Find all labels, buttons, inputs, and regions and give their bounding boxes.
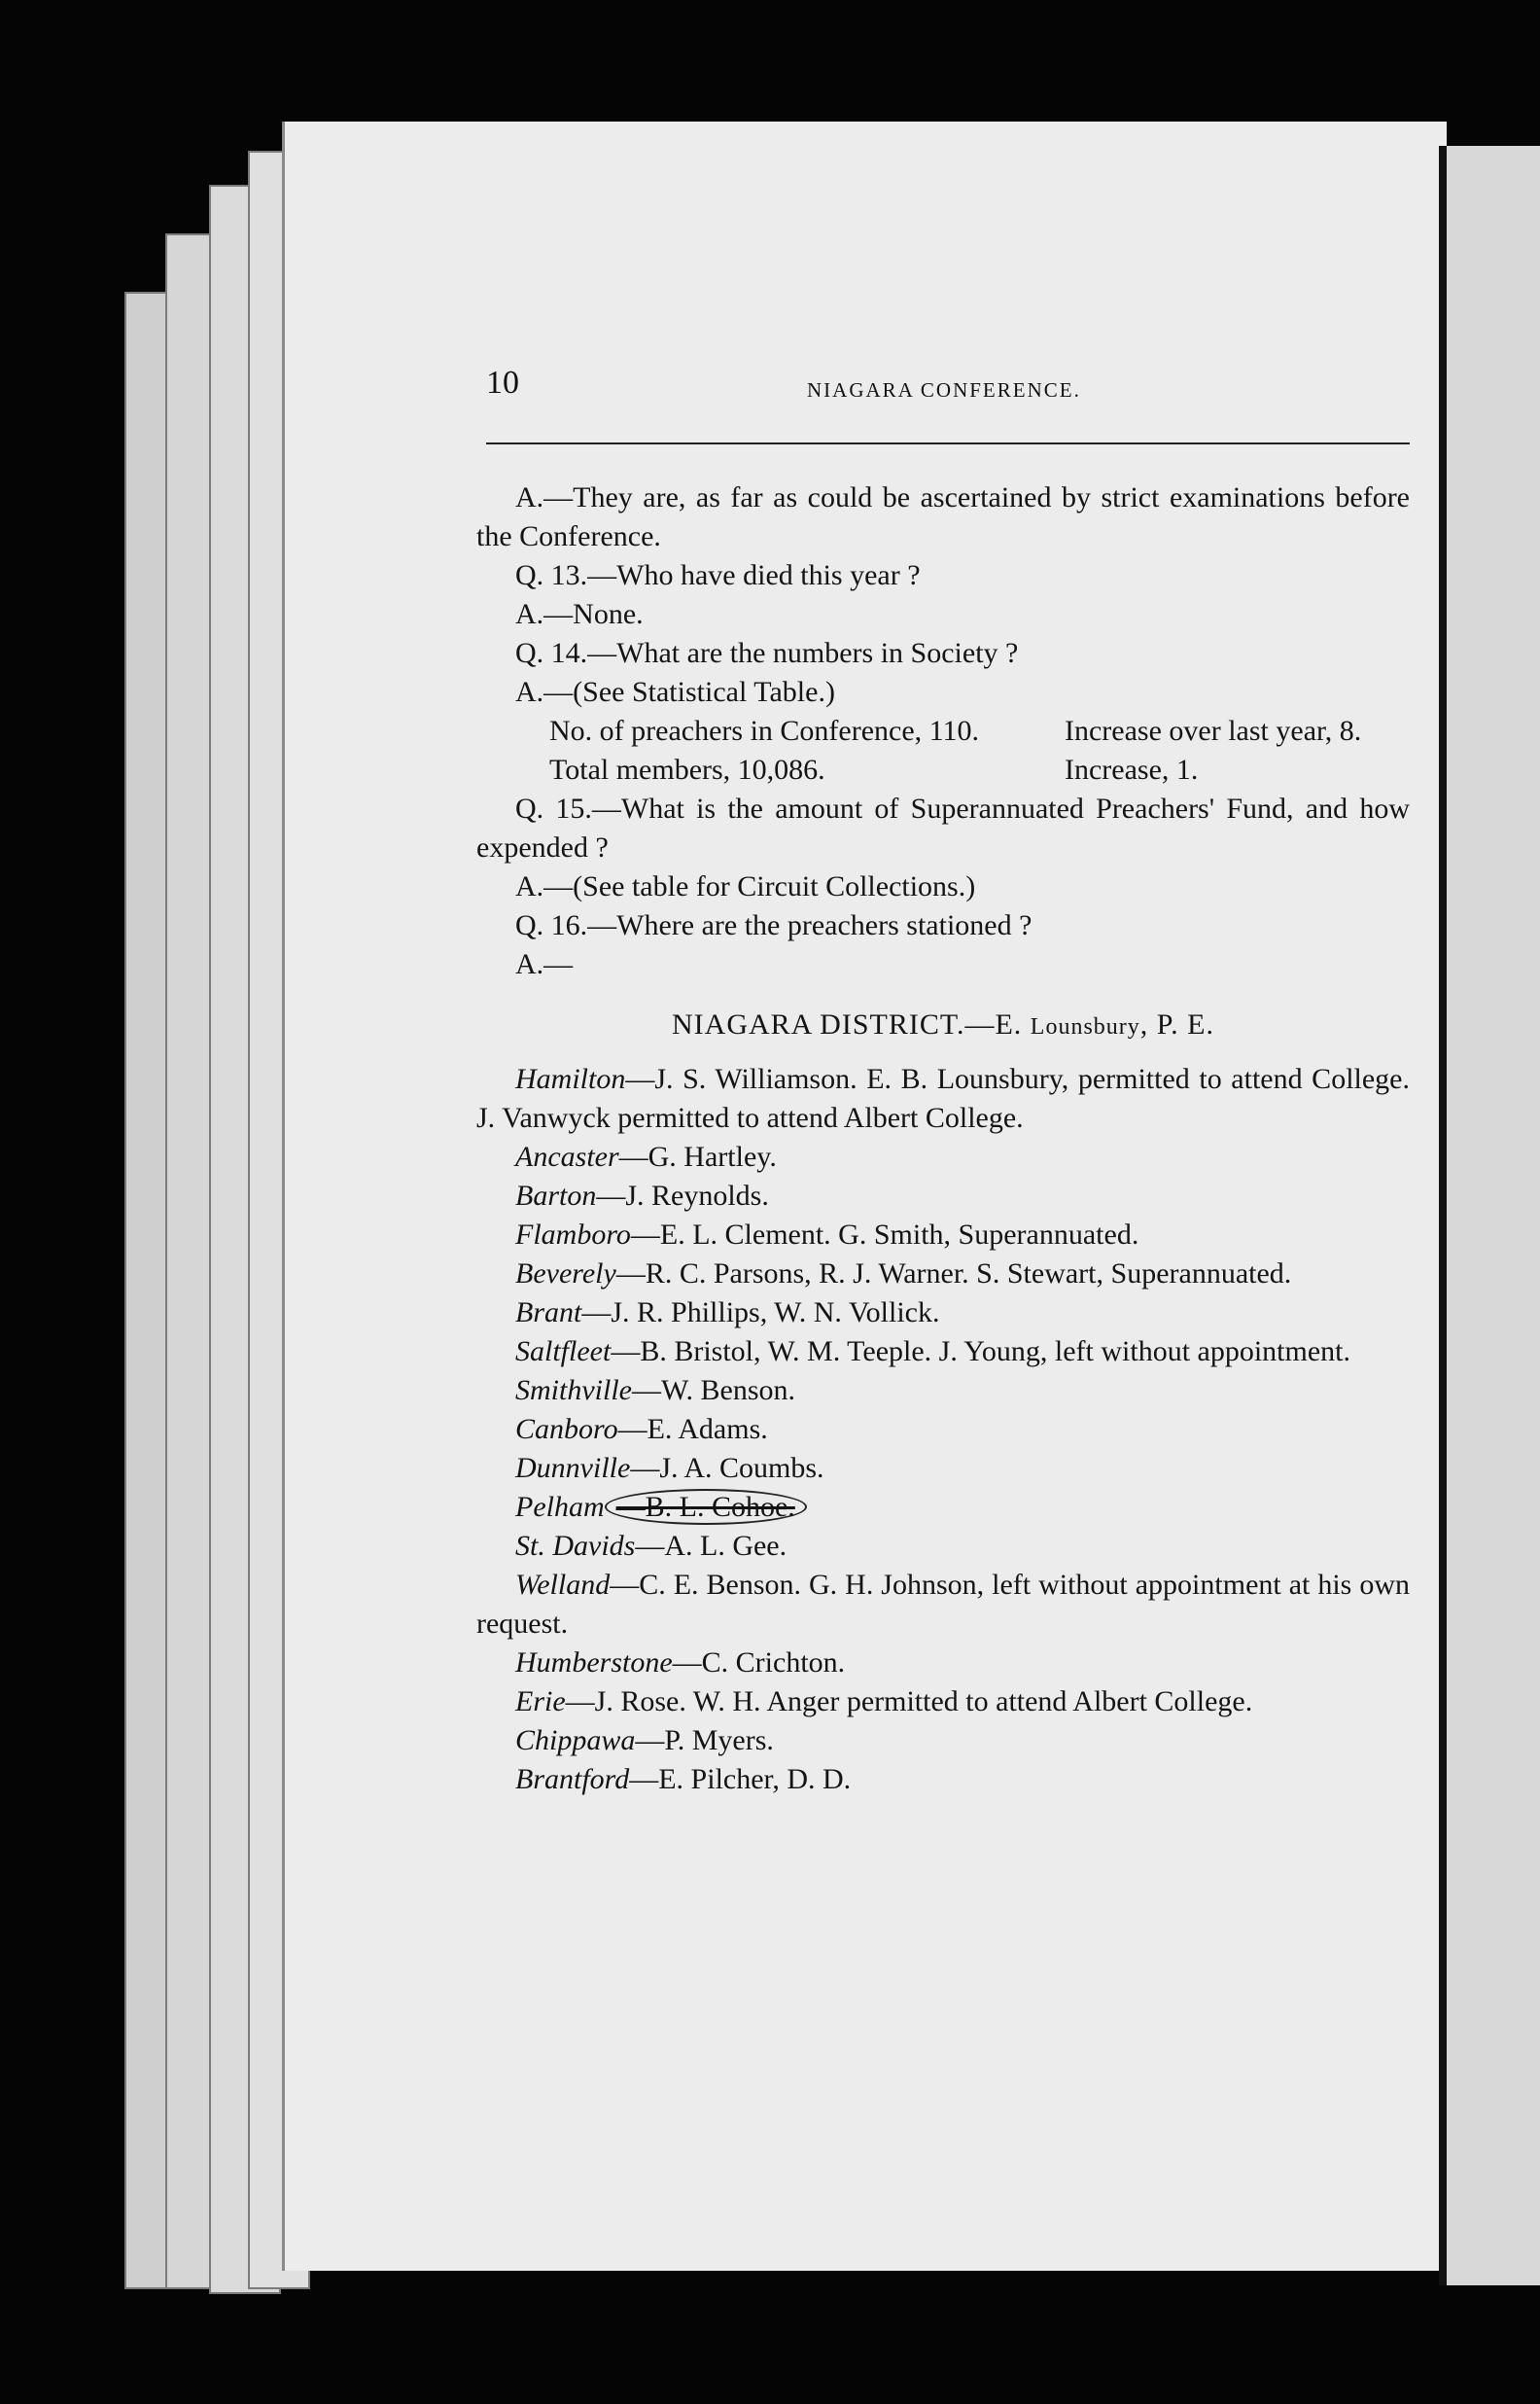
stat-row bbox=[549, 712, 1410, 751]
station-place: Brant bbox=[515, 1296, 582, 1328]
stat-row bbox=[549, 751, 1410, 790]
qa-line: A.— bbox=[515, 948, 574, 980]
station-text: —P. Myers. bbox=[635, 1724, 774, 1756]
station-text: —B. Bristol, W. M. Teeple. J. Young, left without appointment. bbox=[611, 1335, 1351, 1367]
station-text: —J. Rose. W. H. Anger permitted to attend Albert College. bbox=[565, 1685, 1253, 1717]
station-place: Barton bbox=[515, 1180, 597, 1212]
station-entry bbox=[476, 1332, 1410, 1371]
qa-line: Q. 13.—Who have died this year ? bbox=[515, 559, 921, 591]
station-place: Hamilton bbox=[515, 1063, 626, 1095]
station-entry bbox=[476, 1138, 1410, 1177]
qa-line: A.—None. bbox=[515, 598, 644, 630]
qa-line: A.—(See Statistical Table.) bbox=[515, 676, 835, 708]
station-entry bbox=[476, 1177, 1410, 1216]
station-place: Humberstone bbox=[515, 1646, 673, 1679]
qa-line: A.—They are, as far as could be ascertained by strict examinations before the Conference. bbox=[476, 481, 1410, 552]
station-entry bbox=[476, 1760, 1410, 1799]
station-place: Smithville bbox=[515, 1374, 632, 1406]
station-place: Chippawa bbox=[515, 1724, 636, 1756]
station-entry bbox=[476, 1371, 1410, 1410]
stat-members-increase: Increase, 1. bbox=[1065, 754, 1199, 786]
station-entry bbox=[476, 1682, 1410, 1721]
station-text: —E. Adams. bbox=[617, 1413, 768, 1445]
station-text: —C. E. Benson. G. H. Johnson, left without appointment at his own request. bbox=[476, 1569, 1410, 1640]
station-entry bbox=[476, 1566, 1410, 1644]
station-text: —E. L. Clement. G. Smith, Superannuated. bbox=[630, 1219, 1139, 1251]
header-rule bbox=[486, 442, 1410, 444]
station-place: Brantford bbox=[515, 1763, 630, 1795]
station-entry bbox=[476, 1488, 1410, 1527]
station-entry bbox=[476, 1410, 1410, 1449]
district-suffix: , P. E. bbox=[1139, 1008, 1214, 1041]
station-place: Beverely bbox=[515, 1257, 616, 1290]
district-title: NIAGARA DISTRICT.—E. bbox=[672, 1008, 1023, 1041]
station-place: Pelham bbox=[515, 1491, 605, 1523]
station-text: —J. S. Williamson. E. B. Lounsbury, permitted to attend College. J. Vanwyck permitted to attend Albert College. bbox=[476, 1063, 1410, 1134]
struck-name: —B. L. Cohoe. bbox=[605, 1489, 807, 1525]
station-text: —A. L. Gee. bbox=[635, 1530, 788, 1562]
stat-preachers-increase: Increase over last year, 8. bbox=[1065, 715, 1362, 747]
station-text: —G. Hartley. bbox=[618, 1141, 777, 1173]
qa-line: Q. 14.—What are the numbers in Society ? bbox=[515, 637, 1019, 669]
station-entry bbox=[476, 1293, 1410, 1332]
binding-line bbox=[1439, 146, 1447, 2285]
station-place: Flamboro bbox=[515, 1219, 631, 1251]
station-entry bbox=[476, 1060, 1410, 1138]
page-number: 10 bbox=[486, 365, 519, 401]
qa-line: Q. 15.—What is the amount of Superannuated Preachers' Fund, and how expended ? bbox=[476, 793, 1410, 864]
presiding-elder: Lounsbury bbox=[1030, 1014, 1140, 1040]
station-place: Canboro bbox=[515, 1413, 618, 1445]
station-place: Dunnville bbox=[515, 1452, 631, 1484]
district-heading bbox=[476, 1006, 1410, 1046]
station-text: —J. Reynolds. bbox=[596, 1180, 769, 1212]
station-place: Erie bbox=[515, 1685, 566, 1717]
station-text: —R. C. Parsons, R. J. Warner. S. Stewart, Superannuated. bbox=[615, 1257, 1292, 1290]
station-entry bbox=[476, 1721, 1410, 1760]
station-entry bbox=[476, 1527, 1410, 1566]
page-header bbox=[486, 365, 1410, 413]
station-entry bbox=[476, 1449, 1410, 1488]
station-place: Welland bbox=[515, 1569, 611, 1601]
station-entry bbox=[476, 1216, 1410, 1255]
station-entry bbox=[476, 1255, 1410, 1293]
qa-line: A.—(See table for Circuit Collections.) bbox=[515, 870, 976, 902]
running-title: NIAGARA CONFERENCE. bbox=[807, 378, 1081, 402]
stat-preachers: No. of preachers in Conference, 110. bbox=[549, 715, 980, 747]
stat-members: Total members, 10,086. bbox=[549, 754, 825, 786]
station-place: St. Davids bbox=[515, 1530, 636, 1562]
station-entry bbox=[476, 1644, 1410, 1682]
station-text: —J. A. Coumbs. bbox=[630, 1452, 824, 1484]
station-text: —J. R. Phillips, W. N. Vollick. bbox=[581, 1296, 940, 1328]
station-text: —W. Benson. bbox=[631, 1374, 796, 1406]
station-place: Saltfleet bbox=[515, 1335, 612, 1367]
station-place: Ancaster bbox=[515, 1141, 619, 1173]
facing-page-edge bbox=[1447, 146, 1540, 2285]
station-text: —C. Crichton. bbox=[672, 1646, 846, 1679]
page-body bbox=[476, 478, 1410, 1799]
qa-line: Q. 16.—Where are the preachers stationed ? bbox=[515, 909, 1032, 941]
station-text: —E. Pilcher, D. D. bbox=[629, 1763, 852, 1795]
